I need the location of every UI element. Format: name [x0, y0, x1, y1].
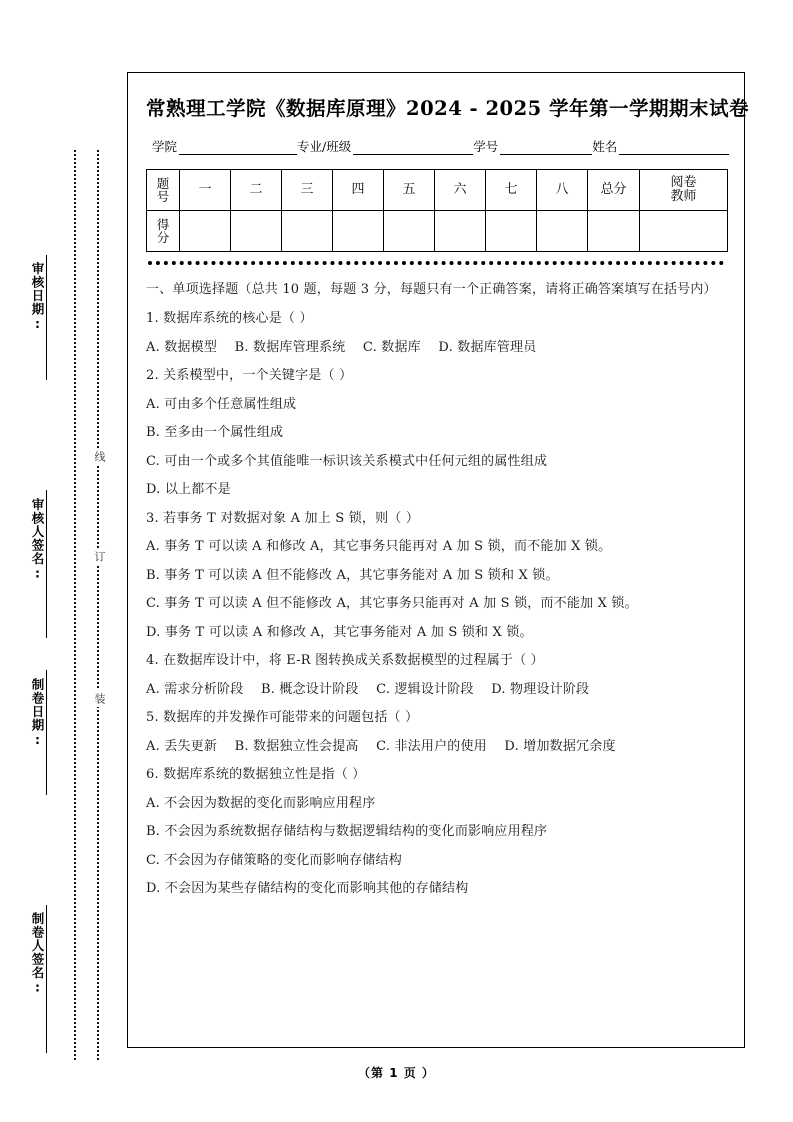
cell-col-4: 四: [333, 170, 384, 211]
field-major-class-label: 专业/班级: [297, 139, 352, 154]
question-3-option-c: C. 事务 T 可以读 A 但不能修改 A，其它事务只能再对 A 加 S 锁，而不能加 X 锁。: [146, 596, 638, 612]
seal-char-bind: 订: [91, 548, 107, 565]
cell-score-3[interactable]: [282, 211, 333, 252]
cell-col-3: 三: [282, 170, 333, 211]
question-6-option-b: B. 不会因为系统数据存储结构与数据逻辑结构的变化而影响应用程序: [146, 824, 548, 840]
score-label-char-2: 分: [156, 230, 170, 245]
field-student-id: [473, 137, 592, 155]
exam-sheet: [127, 72, 750, 1048]
section-divider-dotted: [148, 261, 724, 266]
teacher-label-line-1: 阅卷: [670, 175, 697, 191]
field-student-id-label: 学号: [473, 139, 499, 154]
question-label-char-1: 题: [156, 175, 170, 191]
question-options-1: A. 数据模型 B. 数据库管理系统 C. 数据库 D. 数据库管理员: [146, 339, 537, 355]
seal-dotted-line-inner: [97, 150, 99, 1060]
question-2-option-c: C. 可由一个或多个其值能唯一标识该关系模式中任何元组的属性组成: [146, 453, 548, 469]
question-options-4: A. 需求分析阶段 B. 概念设计阶段 C. 逻辑设计阶段 D. 物理设计阶段: [146, 681, 590, 697]
field-major-class: [297, 137, 473, 155]
field-name-label: 姓名: [592, 139, 618, 154]
cell-question-label: [147, 170, 180, 211]
field-college-blank[interactable]: [179, 142, 297, 155]
question-stem-6: 6. 数据库系统的数据独立性是指（ ）: [146, 767, 366, 783]
review-date-underline: [46, 255, 47, 380]
review-date-label: 审核日期:: [30, 262, 45, 332]
question-3-option-a: A. 事务 T 可以读 A 和修改 A，其它事务只能再对 A 加 S 锁，而不能加 X 锁。: [146, 539, 612, 555]
cell-total-label: 总分: [588, 170, 640, 211]
question-6-option-c: C. 不会因为存储策略的变化而影响存储结构: [146, 852, 402, 868]
question-3-option-d: D. 事务 T 可以读 A 和修改 A，其它事务能对 A 加 S 锁和 X 锁。: [146, 624, 533, 640]
question-stem-2: 2. 关系模型中，一个关键字是（ ）: [146, 368, 353, 384]
question-stem-4: 4. 在数据库设计中，将 E-R 图转换成关系数据模型的过程属于（ ）: [146, 653, 544, 669]
question-2-option-d: D. 以上都不是: [146, 482, 231, 498]
student-info-row: [152, 137, 720, 155]
maker-signature-label: 制卷人签名:: [30, 912, 45, 996]
table-row-question-numbers: [147, 170, 728, 211]
question-6-option-d: D. 不会因为某些存储结构的变化而影响其他的存储结构: [146, 881, 469, 897]
table-row-scores: [147, 211, 728, 252]
cell-score-label: [147, 211, 180, 252]
cell-score-1[interactable]: [180, 211, 231, 252]
exam-content: [146, 279, 726, 899]
question-stem-3: 3. 若事务 T 对数据对象 A 加上 S 锁，则（ ）: [146, 510, 420, 526]
exam-title: 常熟理工学院《数据库原理》2024 - 2025 学年第一学期期末试卷: [146, 97, 750, 120]
cell-score-6[interactable]: [435, 211, 486, 252]
section-heading-1: 一、单项选择题（总共 10 题，每题 3 分，每题只有一个正确答案，请将正确答案填写在括号内）: [146, 282, 717, 297]
seal-char-pack: 装: [91, 690, 107, 707]
seal-margin-zone: [0, 0, 127, 1122]
cell-col-7: 七: [486, 170, 537, 211]
cell-score-5[interactable]: [384, 211, 435, 252]
cell-col-5: 五: [384, 170, 435, 211]
question-2-option-a: A. 可由多个任意属性组成: [146, 396, 297, 412]
seal-dotted-line-outer: [74, 150, 76, 1060]
field-college-label: 学院: [152, 139, 178, 154]
reviewer-signature-label: 审核人签名:: [30, 498, 45, 582]
cell-score-7[interactable]: [486, 211, 537, 252]
cell-score-2[interactable]: [231, 211, 282, 252]
cell-teacher-label: [640, 170, 728, 211]
field-name: [592, 137, 729, 155]
cell-col-8: 八: [537, 170, 588, 211]
question-stem-1: 1. 数据库系统的核心是（ ）: [146, 311, 313, 327]
question-2-option-b: B. 至多由一个属性组成: [146, 425, 284, 441]
question-6-option-a: A. 不会因为数据的变化而影响应用程序: [146, 795, 376, 811]
maker-signature-underline: [46, 905, 47, 1053]
teacher-label-line-2: 教师: [670, 189, 697, 204]
question-stem-5: 5. 数据库的并发操作可能带来的问题包括（ ）: [146, 710, 419, 726]
cell-score-4[interactable]: [333, 211, 384, 252]
cell-score-total[interactable]: [588, 211, 640, 252]
cell-col-6: 六: [435, 170, 486, 211]
cell-col-1: 一: [180, 170, 231, 211]
seal-char-line: 线: [91, 448, 107, 465]
field-college: [152, 137, 297, 155]
field-name-blank[interactable]: [619, 142, 729, 155]
maker-date-underline: [46, 670, 47, 795]
page-footer: （第 1 页 ）: [358, 1066, 435, 1080]
maker-date-label: 制卷日期:: [30, 678, 45, 748]
reviewer-signature-underline: [46, 490, 47, 638]
question-label-char-2: 号: [156, 189, 170, 204]
question-3-option-b: B. 事务 T 可以读 A 但不能修改 A，其它事务能对 A 加 S 锁和 X 锁。: [146, 567, 559, 583]
field-student-id-blank[interactable]: [500, 142, 592, 155]
field-major-class-blank[interactable]: [353, 142, 473, 155]
cell-score-teacher[interactable]: [640, 211, 728, 252]
cell-col-2: 二: [231, 170, 282, 211]
question-options-5: A. 丢失更新 B. 数据独立性会提高 C. 非法用户的使用 D. 增加数据冗余度: [146, 738, 616, 754]
score-label-char-1: 得: [156, 216, 170, 232]
score-table: [146, 169, 728, 252]
cell-score-8[interactable]: [537, 211, 588, 252]
